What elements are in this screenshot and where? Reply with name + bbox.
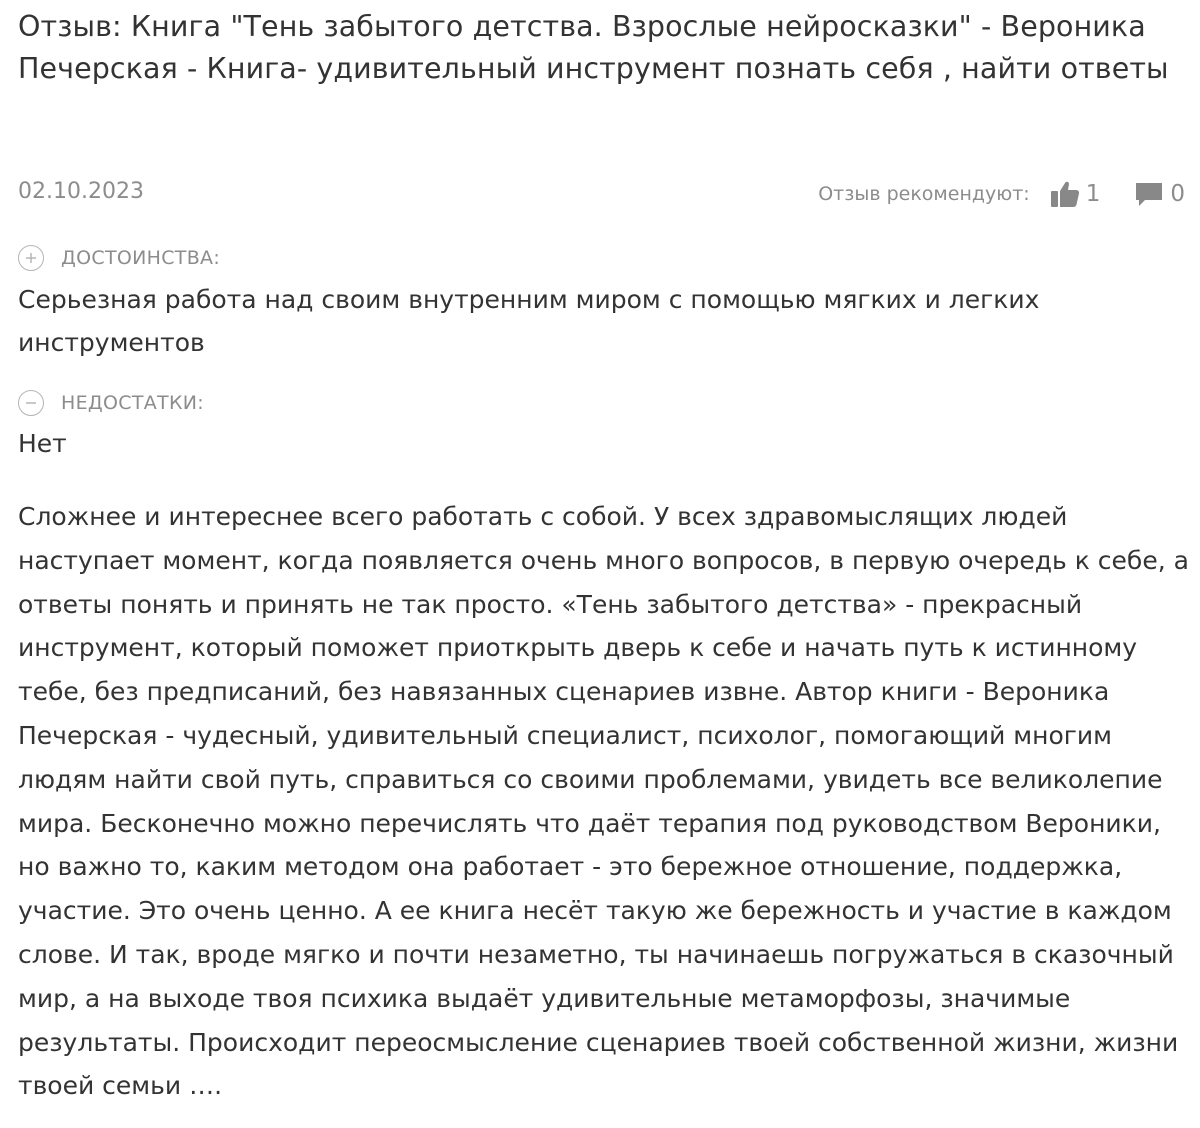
plus-circle-icon [18,245,44,271]
comments-count: 0 [1170,181,1185,207]
thumbs-up-icon[interactable] [1050,180,1080,208]
recommend-label: Отзыв рекомендуют: [818,183,1030,205]
recommendation-bar [818,178,1185,210]
review-date: 02.10.2023 [18,179,144,204]
pros-label: ДОСТОИНСТВА: [61,247,221,269]
minus-circle-icon [18,390,44,416]
cons-header [18,386,204,420]
cons-label: НЕДОСТАТКИ: [61,392,204,414]
comment-icon[interactable] [1134,180,1164,208]
pros-text: Серьезная работа над своим внутренним миром с помощью мягких и легких инструментов [18,285,1040,357]
likes-count: 1 [1085,181,1101,207]
review-body: Сложнее и интереснее всего работать с собой. У всех здравомыслящих людей наступает момент, когда появляется очень много вопросов, в первую очередь к себе, а ответы понять и принять не так просто. «Тень забытого детства» - прекрасный инструмент, который поможет приоткрыть дверь к себе и начать путь к истинному тебе, без предписаний, без навязанных сценариев извне. Автор книги - Вероника Печерская - чудесный, удивительный специалист, психолог, помогающий многим людям найти свой путь, справиться со своими проблемами, увидеть все великолепие мира. Бесконечно можно перечислять что даёт терапия под руководством Вероники, но важно то, каким методом она работает - это бережное отношение, поддержка, участие. Это очень ценно. А ее книга несёт такую же бережность и участие в каждом слове. И так, вроде мягко и почти незаметно, ты начинаешь погружаться в сказочный мир, а на выходе твоя психика выдаёт удивительные метаморфозы, значимые результаты. Происходит переосмысление сценариев твоей собственной жизни, жизни твоей семьи …. [18,502,1189,1101]
cons-text: Нет [18,429,67,458]
review-title: Отзыв: Книга "Тень забытого детства. Взрослые нейросказки" - Вероника Печерская - Книга- удивительный инструмент познать себя , найти ответы [18,10,1169,85]
pros-header [18,241,220,275]
